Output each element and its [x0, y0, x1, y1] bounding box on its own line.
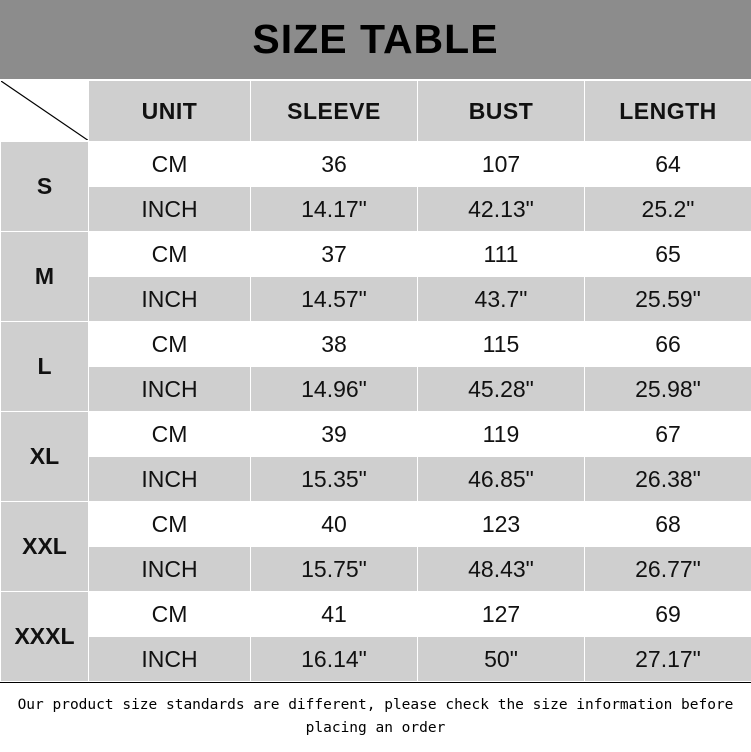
value-bust-cm: 127	[418, 592, 585, 637]
corner-cell	[1, 81, 89, 142]
value-sleeve-inch: 14.17"	[251, 187, 418, 232]
value-bust-cm: 107	[418, 142, 585, 187]
value-length-inch: 25.2"	[585, 187, 751, 232]
table-row	[1, 142, 751, 187]
value-sleeve-cm: 39	[251, 412, 418, 457]
value-length-cm: 67	[585, 412, 751, 457]
footer-note	[0, 682, 751, 752]
unit-cm: CM	[89, 412, 251, 457]
table-row	[1, 637, 751, 682]
table-row	[1, 502, 751, 547]
value-bust-cm: 123	[418, 502, 585, 547]
value-sleeve-cm: 37	[251, 232, 418, 277]
value-bust-inch: 42.13"	[418, 187, 585, 232]
table-row	[1, 412, 751, 457]
value-sleeve-inch: 16.14"	[251, 637, 418, 682]
value-length-cm: 65	[585, 232, 751, 277]
unit-cm: CM	[89, 502, 251, 547]
table-row	[1, 187, 751, 232]
value-sleeve-cm: 40	[251, 502, 418, 547]
unit-cm: CM	[89, 322, 251, 367]
unit-inch: INCH	[89, 547, 251, 592]
value-length-inch: 27.17"	[585, 637, 751, 682]
table-row	[1, 322, 751, 367]
value-sleeve-inch: 14.57"	[251, 277, 418, 322]
value-length-cm: 66	[585, 322, 751, 367]
size-label-xxl: XXL	[1, 502, 89, 592]
table-row	[1, 277, 751, 322]
size-label-s: S	[1, 142, 89, 232]
header-length: LENGTH	[585, 81, 751, 142]
value-bust-cm: 119	[418, 412, 585, 457]
value-length-inch: 25.59"	[585, 277, 751, 322]
table-row	[1, 367, 751, 412]
value-length-inch: 26.77"	[585, 547, 751, 592]
table-row	[1, 232, 751, 277]
footer-note-text: Our product size standards are different, please check the size information before placing an order	[8, 694, 743, 739]
value-length-cm: 69	[585, 592, 751, 637]
header-unit: UNIT	[89, 81, 251, 142]
page-title: SIZE TABLE	[252, 16, 498, 63]
size-label-m: M	[1, 232, 89, 322]
header-bust: BUST	[418, 81, 585, 142]
table-row	[1, 547, 751, 592]
title-bar	[0, 0, 751, 79]
value-length-cm: 68	[585, 502, 751, 547]
value-sleeve-inch: 15.35"	[251, 457, 418, 502]
size-table	[0, 80, 751, 682]
value-sleeve-cm: 36	[251, 142, 418, 187]
value-bust-cm: 115	[418, 322, 585, 367]
unit-inch: INCH	[89, 637, 251, 682]
table-row	[1, 592, 751, 637]
size-label-xl: XL	[1, 412, 89, 502]
value-bust-cm: 111	[418, 232, 585, 277]
size-table-container	[0, 79, 751, 682]
value-length-inch: 25.98"	[585, 367, 751, 412]
table-header-row	[1, 81, 751, 142]
value-bust-inch: 46.85"	[418, 457, 585, 502]
unit-inch: INCH	[89, 457, 251, 502]
header-sleeve: SLEEVE	[251, 81, 418, 142]
value-sleeve-cm: 38	[251, 322, 418, 367]
unit-cm: CM	[89, 232, 251, 277]
value-bust-inch: 48.43"	[418, 547, 585, 592]
unit-inch: INCH	[89, 367, 251, 412]
table-row	[1, 457, 751, 502]
value-sleeve-inch: 14.96"	[251, 367, 418, 412]
value-bust-inch: 45.28"	[418, 367, 585, 412]
value-bust-inch: 50"	[418, 637, 585, 682]
value-sleeve-inch: 15.75"	[251, 547, 418, 592]
value-length-inch: 26.38"	[585, 457, 751, 502]
unit-cm: CM	[89, 142, 251, 187]
size-label-l: L	[1, 322, 89, 412]
size-label-xxxl: XXXL	[1, 592, 89, 682]
value-bust-inch: 43.7"	[418, 277, 585, 322]
unit-inch: INCH	[89, 277, 251, 322]
diagonal-line-icon	[1, 81, 88, 140]
unit-inch: INCH	[89, 187, 251, 232]
unit-cm: CM	[89, 592, 251, 637]
value-length-cm: 64	[585, 142, 751, 187]
value-sleeve-cm: 41	[251, 592, 418, 637]
